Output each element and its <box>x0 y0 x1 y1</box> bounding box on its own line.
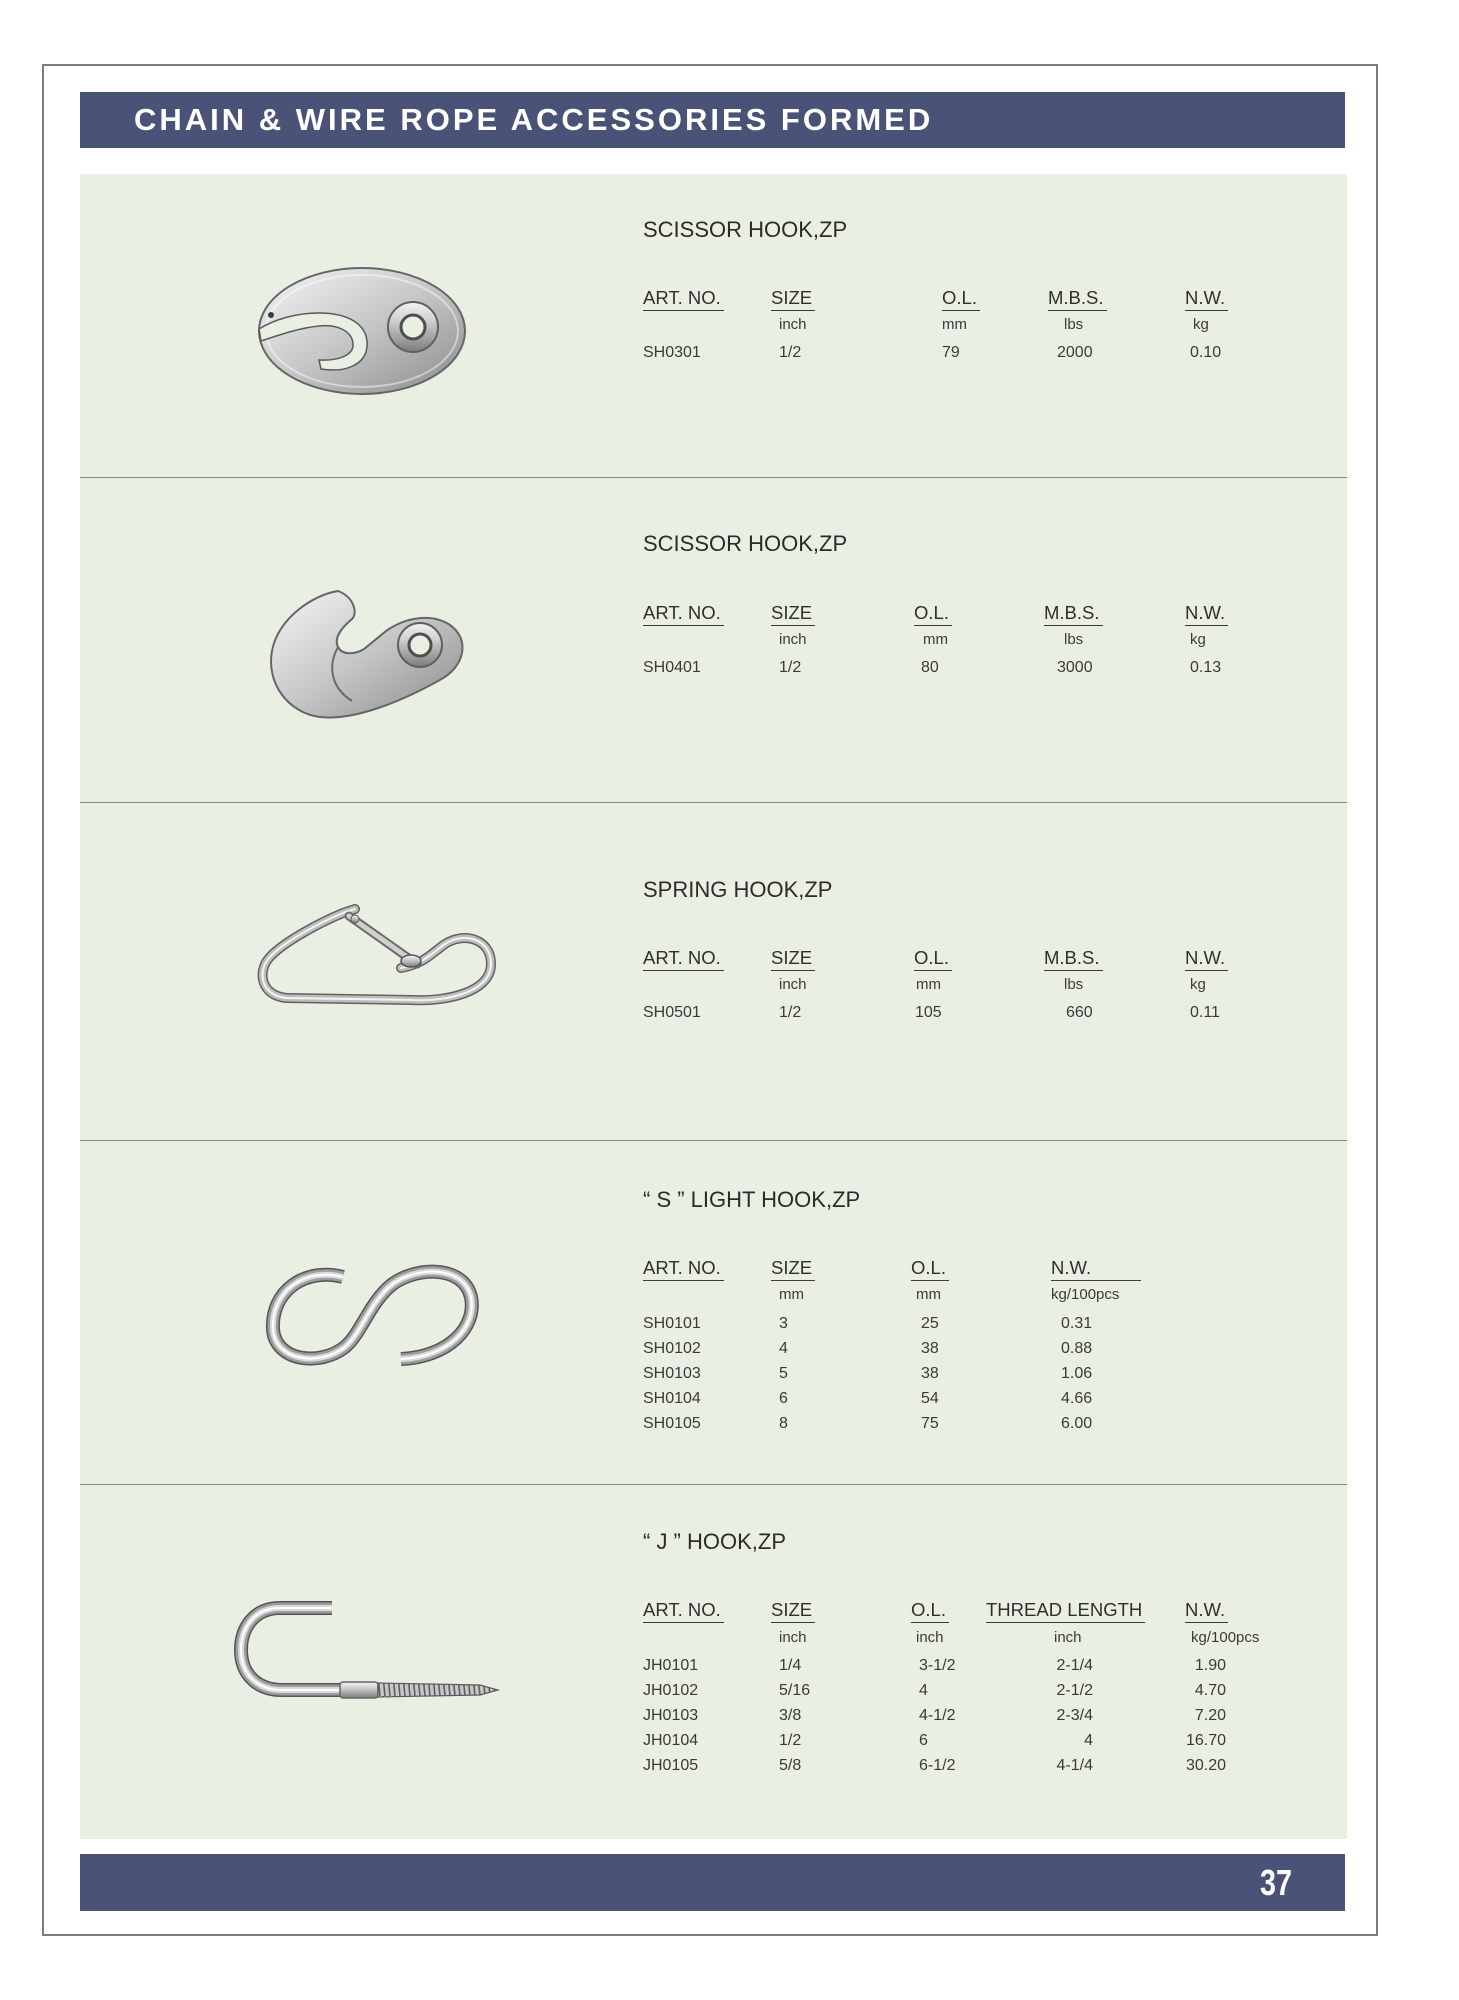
column-unit: inch <box>779 1629 807 1646</box>
table-cell: 5 <box>779 1365 788 1382</box>
column-unit: inch <box>916 1629 944 1646</box>
table-cell: 3/8 <box>779 1707 802 1724</box>
article-number-cell: SH0401 <box>643 659 701 676</box>
table-cell: 2000 <box>1057 344 1093 361</box>
column-unit: kg <box>1190 976 1206 993</box>
table-cell: 5/16 <box>779 1682 811 1699</box>
table-cell: 16.70 <box>1185 1732 1226 1749</box>
table-cell: 2-3/4 <box>1056 1707 1093 1724</box>
article-number-cell: SH0105 <box>643 1415 701 1432</box>
header-bar <box>80 92 1345 148</box>
column-unit: inch <box>1054 1629 1082 1646</box>
column-unit: kg/100pcs <box>1051 1286 1120 1303</box>
column-unit: kg <box>1190 631 1206 648</box>
column-header: O.L. <box>914 602 952 626</box>
table-cell: 8 <box>779 1415 788 1432</box>
scissor-hook-oval-icon <box>255 263 469 399</box>
product-title-scissor-hook-oval: SCISSOR HOOK,ZP <box>643 217 848 242</box>
s-hook-icon <box>261 1259 483 1375</box>
table-cell: 4 <box>779 1340 788 1357</box>
page-title: CHAIN & WIRE ROPE ACCESSORIES FORMED <box>134 102 934 137</box>
article-number-cell: JH0101 <box>643 1657 699 1674</box>
column-header: SIZE <box>771 602 815 626</box>
table-cell: 0.11 <box>1190 1004 1220 1021</box>
article-number-cell: JH0103 <box>643 1707 699 1724</box>
column-unit: kg <box>1193 316 1209 333</box>
column-unit: inch <box>779 631 807 648</box>
table-cell: 3-1/2 <box>919 1657 956 1674</box>
column-header: ART. NO. <box>643 602 724 626</box>
table-cell: 0.31 <box>1061 1315 1093 1332</box>
table-cell: 79 <box>942 344 960 361</box>
column-header: N.W. <box>1185 947 1228 971</box>
column-header: O.L. <box>911 1599 949 1623</box>
table-cell: 2-1/4 <box>1056 1657 1093 1674</box>
column-header: SIZE <box>771 947 815 971</box>
product-title-j-hook: “ J ” HOOK,ZP <box>643 1529 786 1554</box>
column-unit: lbs <box>1064 316 1084 333</box>
table-cell: 6.00 <box>1061 1415 1093 1432</box>
column-header: O.L. <box>942 287 980 311</box>
table-cell: 1/2 <box>779 659 802 676</box>
column-header: SIZE <box>771 287 815 311</box>
table-cell: 4-1/4 <box>1056 1757 1093 1774</box>
table-cell: 6 <box>919 1732 928 1749</box>
column-header: SIZE <box>771 1599 815 1623</box>
section-divider <box>80 1140 1347 1141</box>
article-number-cell: SH0104 <box>643 1390 701 1407</box>
table-cell: 3 <box>779 1315 788 1332</box>
spring-hook-icon <box>251 904 499 1032</box>
table-cell: 1/2 <box>779 1732 802 1749</box>
column-header: ART. NO. <box>643 287 724 311</box>
table-cell: 0.10 <box>1190 344 1222 361</box>
table-cell: 660 <box>1066 1004 1093 1021</box>
article-number-cell: JH0105 <box>643 1757 699 1774</box>
product-title-spring-hook: SPRING HOOK,ZP <box>643 877 833 902</box>
table-cell: 0.88 <box>1061 1340 1093 1357</box>
column-header: THREAD LENGTH <box>986 1599 1145 1623</box>
product-title-s-hook: “ S ” LIGHT HOOK,ZP <box>643 1187 861 1212</box>
table-cell: 6-1/2 <box>919 1757 956 1774</box>
section-divider <box>80 802 1347 803</box>
column-unit: inch <box>779 316 807 333</box>
column-unit: mm <box>916 1286 941 1303</box>
article-number-cell: SH0301 <box>643 344 701 361</box>
table-cell: 54 <box>921 1390 939 1407</box>
article-number-cell: JH0104 <box>643 1732 699 1749</box>
table-cell: 1/2 <box>779 344 802 361</box>
table-cell: 1/2 <box>779 1004 802 1021</box>
table-cell: 6 <box>779 1390 788 1407</box>
table-cell: 4 <box>919 1682 928 1699</box>
table-cell: 105 <box>915 1004 942 1021</box>
j-hook-icon <box>232 1596 504 1706</box>
article-number-cell: JH0102 <box>643 1682 699 1699</box>
table-cell: 1.06 <box>1061 1365 1093 1382</box>
column-header: M.B.S. <box>1044 947 1103 971</box>
table-cell: 4.70 <box>1194 1682 1226 1699</box>
column-header: ART. NO. <box>643 1599 724 1623</box>
column-unit: inch <box>779 976 807 993</box>
section-divider <box>80 1484 1347 1485</box>
column-header: ART. NO. <box>643 1257 724 1281</box>
column-unit: lbs <box>1064 976 1084 993</box>
column-unit: mm <box>923 631 948 648</box>
table-cell: 30.20 <box>1185 1757 1226 1774</box>
column-unit: mm <box>916 976 941 993</box>
column-header: N.W. <box>1185 602 1228 626</box>
column-header: O.L. <box>914 947 952 971</box>
table-cell: 7.20 <box>1194 1707 1226 1724</box>
table-cell: 4 <box>1084 1732 1093 1749</box>
section-divider <box>80 477 1347 478</box>
table-cell: 5/8 <box>779 1757 802 1774</box>
table-cell: 80 <box>921 659 939 676</box>
article-number-cell: SH0102 <box>643 1340 701 1357</box>
column-unit: kg/100pcs <box>1191 1629 1260 1646</box>
table-cell: 3000 <box>1057 659 1093 676</box>
column-unit: mm <box>779 1286 804 1303</box>
table-cell: 0.13 <box>1190 659 1222 676</box>
table-cell: 2-1/2 <box>1056 1682 1093 1699</box>
column-header: N.W. <box>1051 1257 1141 1281</box>
article-number-cell: SH0101 <box>643 1315 701 1332</box>
page-number: 37 <box>1259 1862 1292 1903</box>
scissor-hook-icon <box>266 587 468 721</box>
table-cell: 4.66 <box>1061 1390 1093 1407</box>
table-cell: 75 <box>921 1415 939 1432</box>
footer-bar <box>80 1854 1345 1911</box>
table-cell: 25 <box>921 1315 939 1332</box>
table-cell: 38 <box>921 1365 939 1382</box>
table-cell: 1/4 <box>779 1657 802 1674</box>
table-cell: 1.90 <box>1194 1657 1226 1674</box>
table-cell: 4-1/2 <box>919 1707 956 1724</box>
column-unit: lbs <box>1064 631 1084 648</box>
column-unit: mm <box>942 316 967 333</box>
column-header: ART. NO. <box>643 947 724 971</box>
column-header: O.L. <box>911 1257 949 1281</box>
column-header: M.B.S. <box>1044 602 1103 626</box>
column-header: N.W. <box>1185 287 1228 311</box>
product-title-scissor-hook: SCISSOR HOOK,ZP <box>643 531 848 556</box>
article-number-cell: SH0501 <box>643 1004 701 1021</box>
article-number-cell: SH0103 <box>643 1365 701 1382</box>
column-header: SIZE <box>771 1257 815 1281</box>
column-header: N.W. <box>1185 1599 1228 1623</box>
table-cell: 38 <box>921 1340 939 1357</box>
column-header: M.B.S. <box>1048 287 1107 311</box>
